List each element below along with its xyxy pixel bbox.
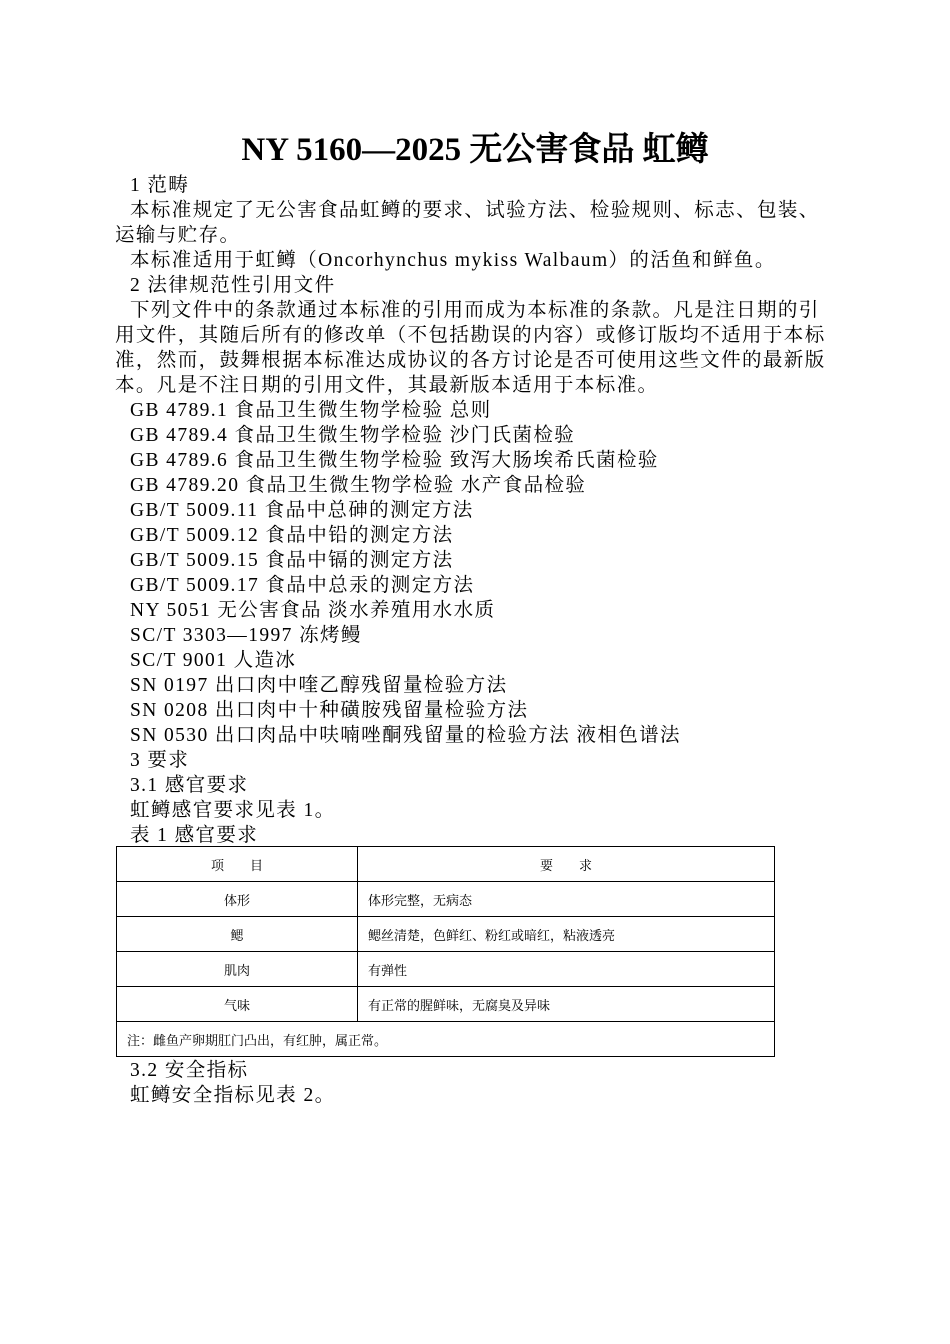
table-note-row	[117, 1022, 775, 1057]
scope-paragraph-1: 本标准规定了无公害食品虹鳟的要求、试验方法、检验规则、标志、包装、运输与贮存。	[115, 200, 820, 246]
scope-paragraph-2: 本标准适用于虹鳟（Oncorhynchus mykiss Walbaum）的活鱼和鲜鱼。	[130, 250, 776, 271]
table-row	[117, 917, 775, 952]
document-title: NY 5160—2025 无公害食品 虹鳟	[241, 132, 709, 168]
section-heading-references: 2 法律规范性引用文件	[130, 275, 336, 296]
reference-item: NY 5051 无公害食品 淡水养殖用水水质	[130, 600, 496, 621]
reference-item: GB/T 5009.12 食品中铅的测定方法	[130, 525, 454, 546]
reference-item: SN 0530 出口肉品中呋喃唑酮残留量的检验方法 液相色谱法	[130, 725, 681, 746]
table-cell-item: 鳃	[117, 917, 358, 952]
table-caption: 表 1 感官要求	[130, 825, 259, 846]
reference-list	[115, 398, 835, 748]
table-cell-item: 气味	[117, 987, 358, 1022]
reference-item: GB/T 5009.17 食品中总汞的测定方法	[130, 575, 475, 596]
table-row	[117, 952, 775, 987]
table-row	[117, 987, 775, 1022]
reference-item: GB/T 5009.11 食品中总砷的测定方法	[130, 500, 474, 521]
safety-paragraph: 虹鳟安全指标见表 2。	[130, 1085, 336, 1106]
reference-item: GB 4789.20 食品卫生微生物学检验 水产食品检验	[130, 475, 587, 496]
table-cell-requirement: 鳃丝清楚，色鲜红、粉红或暗红，粘液透亮	[358, 917, 775, 952]
table-cell-requirement: 体形完整，无病态	[358, 882, 775, 917]
table-cell-requirement: 有正常的腥鲜味，无腐臭及异味	[358, 987, 775, 1022]
reference-item: SN 0197 出口肉中喹乙醇残留量检验方法	[130, 675, 508, 696]
table-cell-item: 体形	[117, 882, 358, 917]
subsection-heading-safety: 3.2 安全指标	[130, 1060, 249, 1081]
table-cell-requirement: 有弹性	[358, 952, 775, 987]
sensory-paragraph: 虹鳟感官要求见表 1。	[130, 800, 336, 821]
reference-item: SC/T 3303—1997 冻烤鳗	[130, 625, 362, 646]
table-note: 注：雌鱼产卵期肛门凸出，有红肿，属正常。	[117, 1022, 775, 1057]
references-paragraph: 下列文件中的条款通过本标准的引用而成为本标准的条款。凡是注日期的引用文件，其随后所有的修改单（不包括勘误的内容）或修订版均不适用于本标准，然而，鼓舞根据本标准达成协议的各方讨论是否可使用这些文件的最新版本。凡是不注日期的引用文件，其最新版本适用于本标准。	[115, 300, 826, 396]
reference-item: SC/T 9001 人造冰	[130, 650, 297, 671]
reference-item: GB 4789.6 食品卫生微生物学检验 致泻大肠埃希氏菌检验	[130, 450, 659, 471]
table-row	[117, 882, 775, 917]
subsection-heading-sensory: 3.1 感官要求	[130, 775, 249, 796]
reference-item: GB 4789.4 食品卫生微生物学检验 沙门氏菌检验	[130, 425, 576, 446]
table-header-row	[117, 847, 775, 882]
table-header-item: 项 目	[117, 847, 358, 882]
section-heading-requirements: 3 要求	[130, 750, 190, 771]
document-body	[115, 173, 835, 848]
table-cell-item: 肌肉	[117, 952, 358, 987]
section-heading-scope: 1 范畴	[130, 175, 190, 196]
reference-item: GB/T 5009.15 食品中镉的测定方法	[130, 550, 454, 571]
sensory-requirements-table	[116, 846, 775, 1057]
reference-item: SN 0208 出口肉中十种磺胺残留量检验方法	[130, 700, 529, 721]
table-header-requirement: 要 求	[358, 847, 775, 882]
document-body-continued	[115, 1058, 835, 1108]
reference-item: GB 4789.1 食品卫生微生物学检验 总则	[130, 400, 492, 421]
